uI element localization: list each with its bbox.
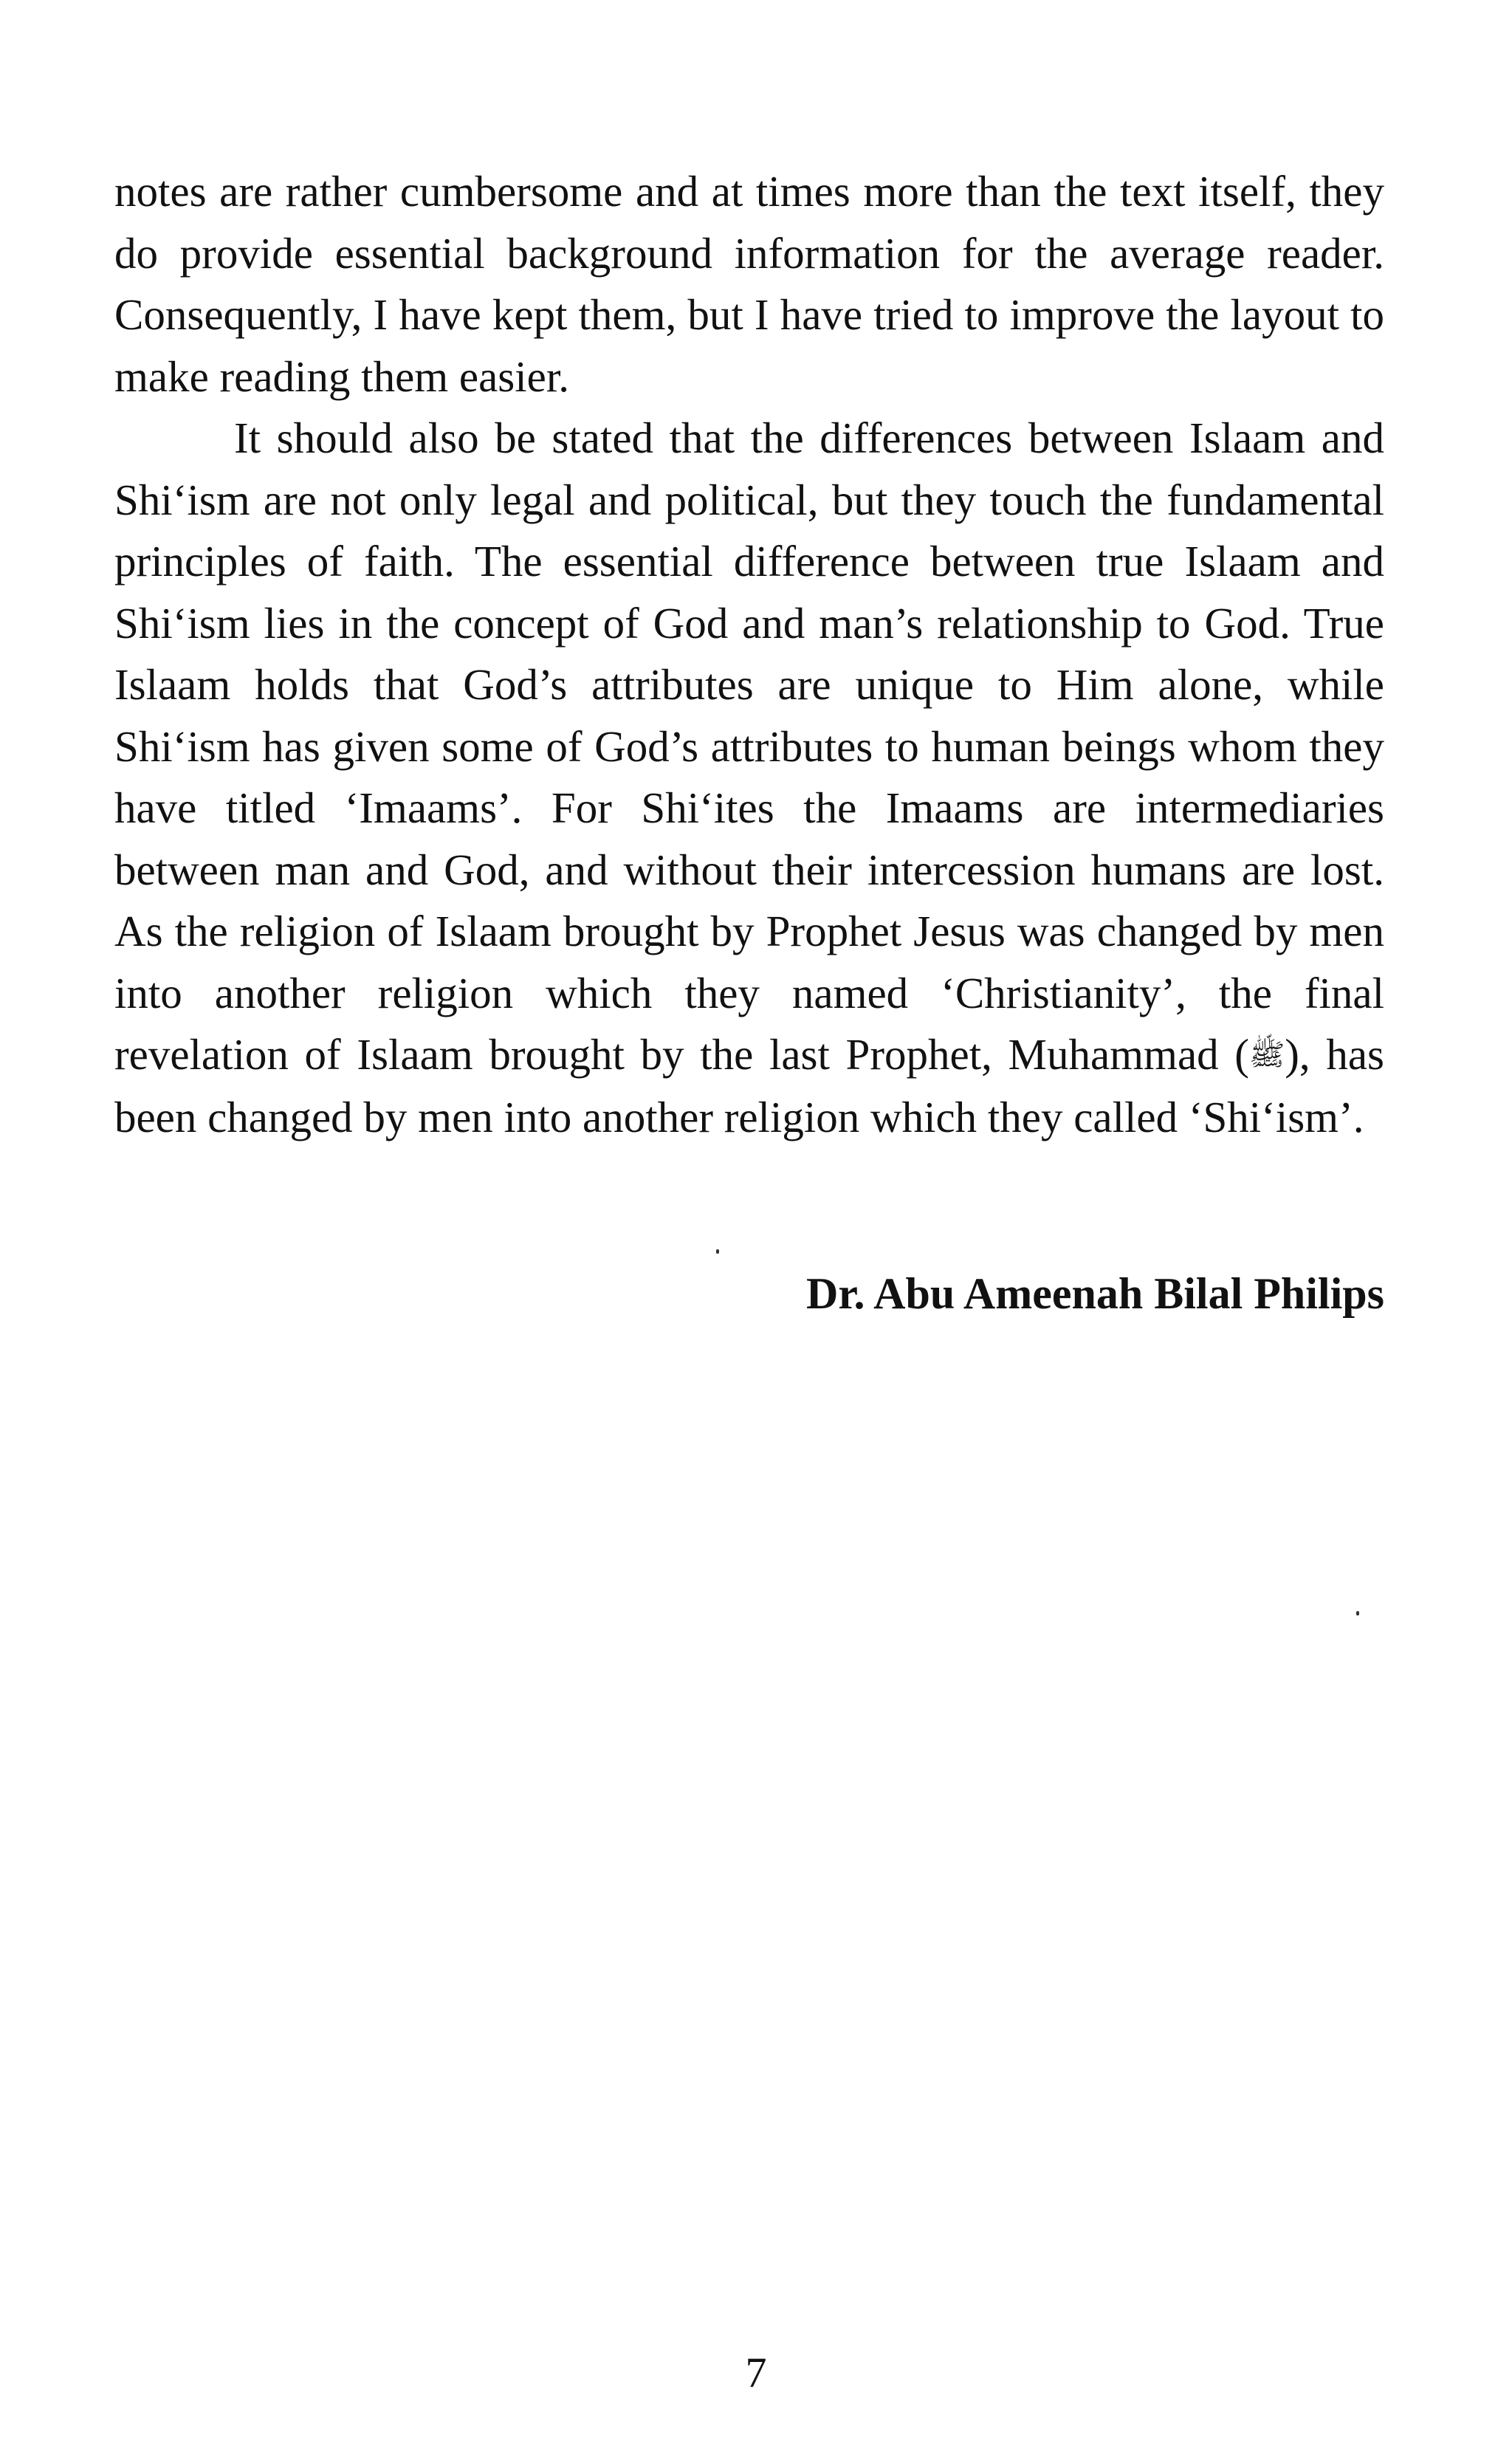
paragraph-1: notes are rather cumbersome and at times more than the text itself, they do provide essential background information for the average reader. Consequently, I have kept them, but I have tried to improve the layout to make reading them easier. (114, 167, 1384, 401)
page-number: 7 (745, 2349, 767, 2397)
author-signature: Dr. Abu Ameenah Bilal Philips (806, 1269, 1384, 1318)
salawat-glyph: ﷺ (1248, 1038, 1285, 1072)
print-speck (716, 1249, 719, 1254)
paragraph-2-text-after: ), has been changed by men into another religion which they called ‘Shi‘ism’. (114, 1030, 1384, 1141)
paragraph-2 (114, 408, 1384, 1148)
paragraph-2-text-before: It should also be stated that the differences between Islaam and Shi‘ism are not only legal and political, but they touch the fundamental principles of faith. The essential difference between true Islaam and Shi‘ism lies in the concept of God and man’s relationship to God. True Islaam holds that God’s attributes are unique to Him alone, while Shi‘ism has given some of God’s attributes to human beings whom they have titled ‘Imaams’. For Shi‘ites the Imaams are intermediaries between man and God, and without their intercession humans are lost. As the religion of Islaam brought by Prophet Jesus was changed by men into another religion which they named ‘Christianity’, the final revelation of Islaam brought by the last Prophet, Muhammad ( (114, 413, 1384, 1079)
body-text (114, 161, 1384, 1148)
print-speck (1356, 1611, 1359, 1616)
